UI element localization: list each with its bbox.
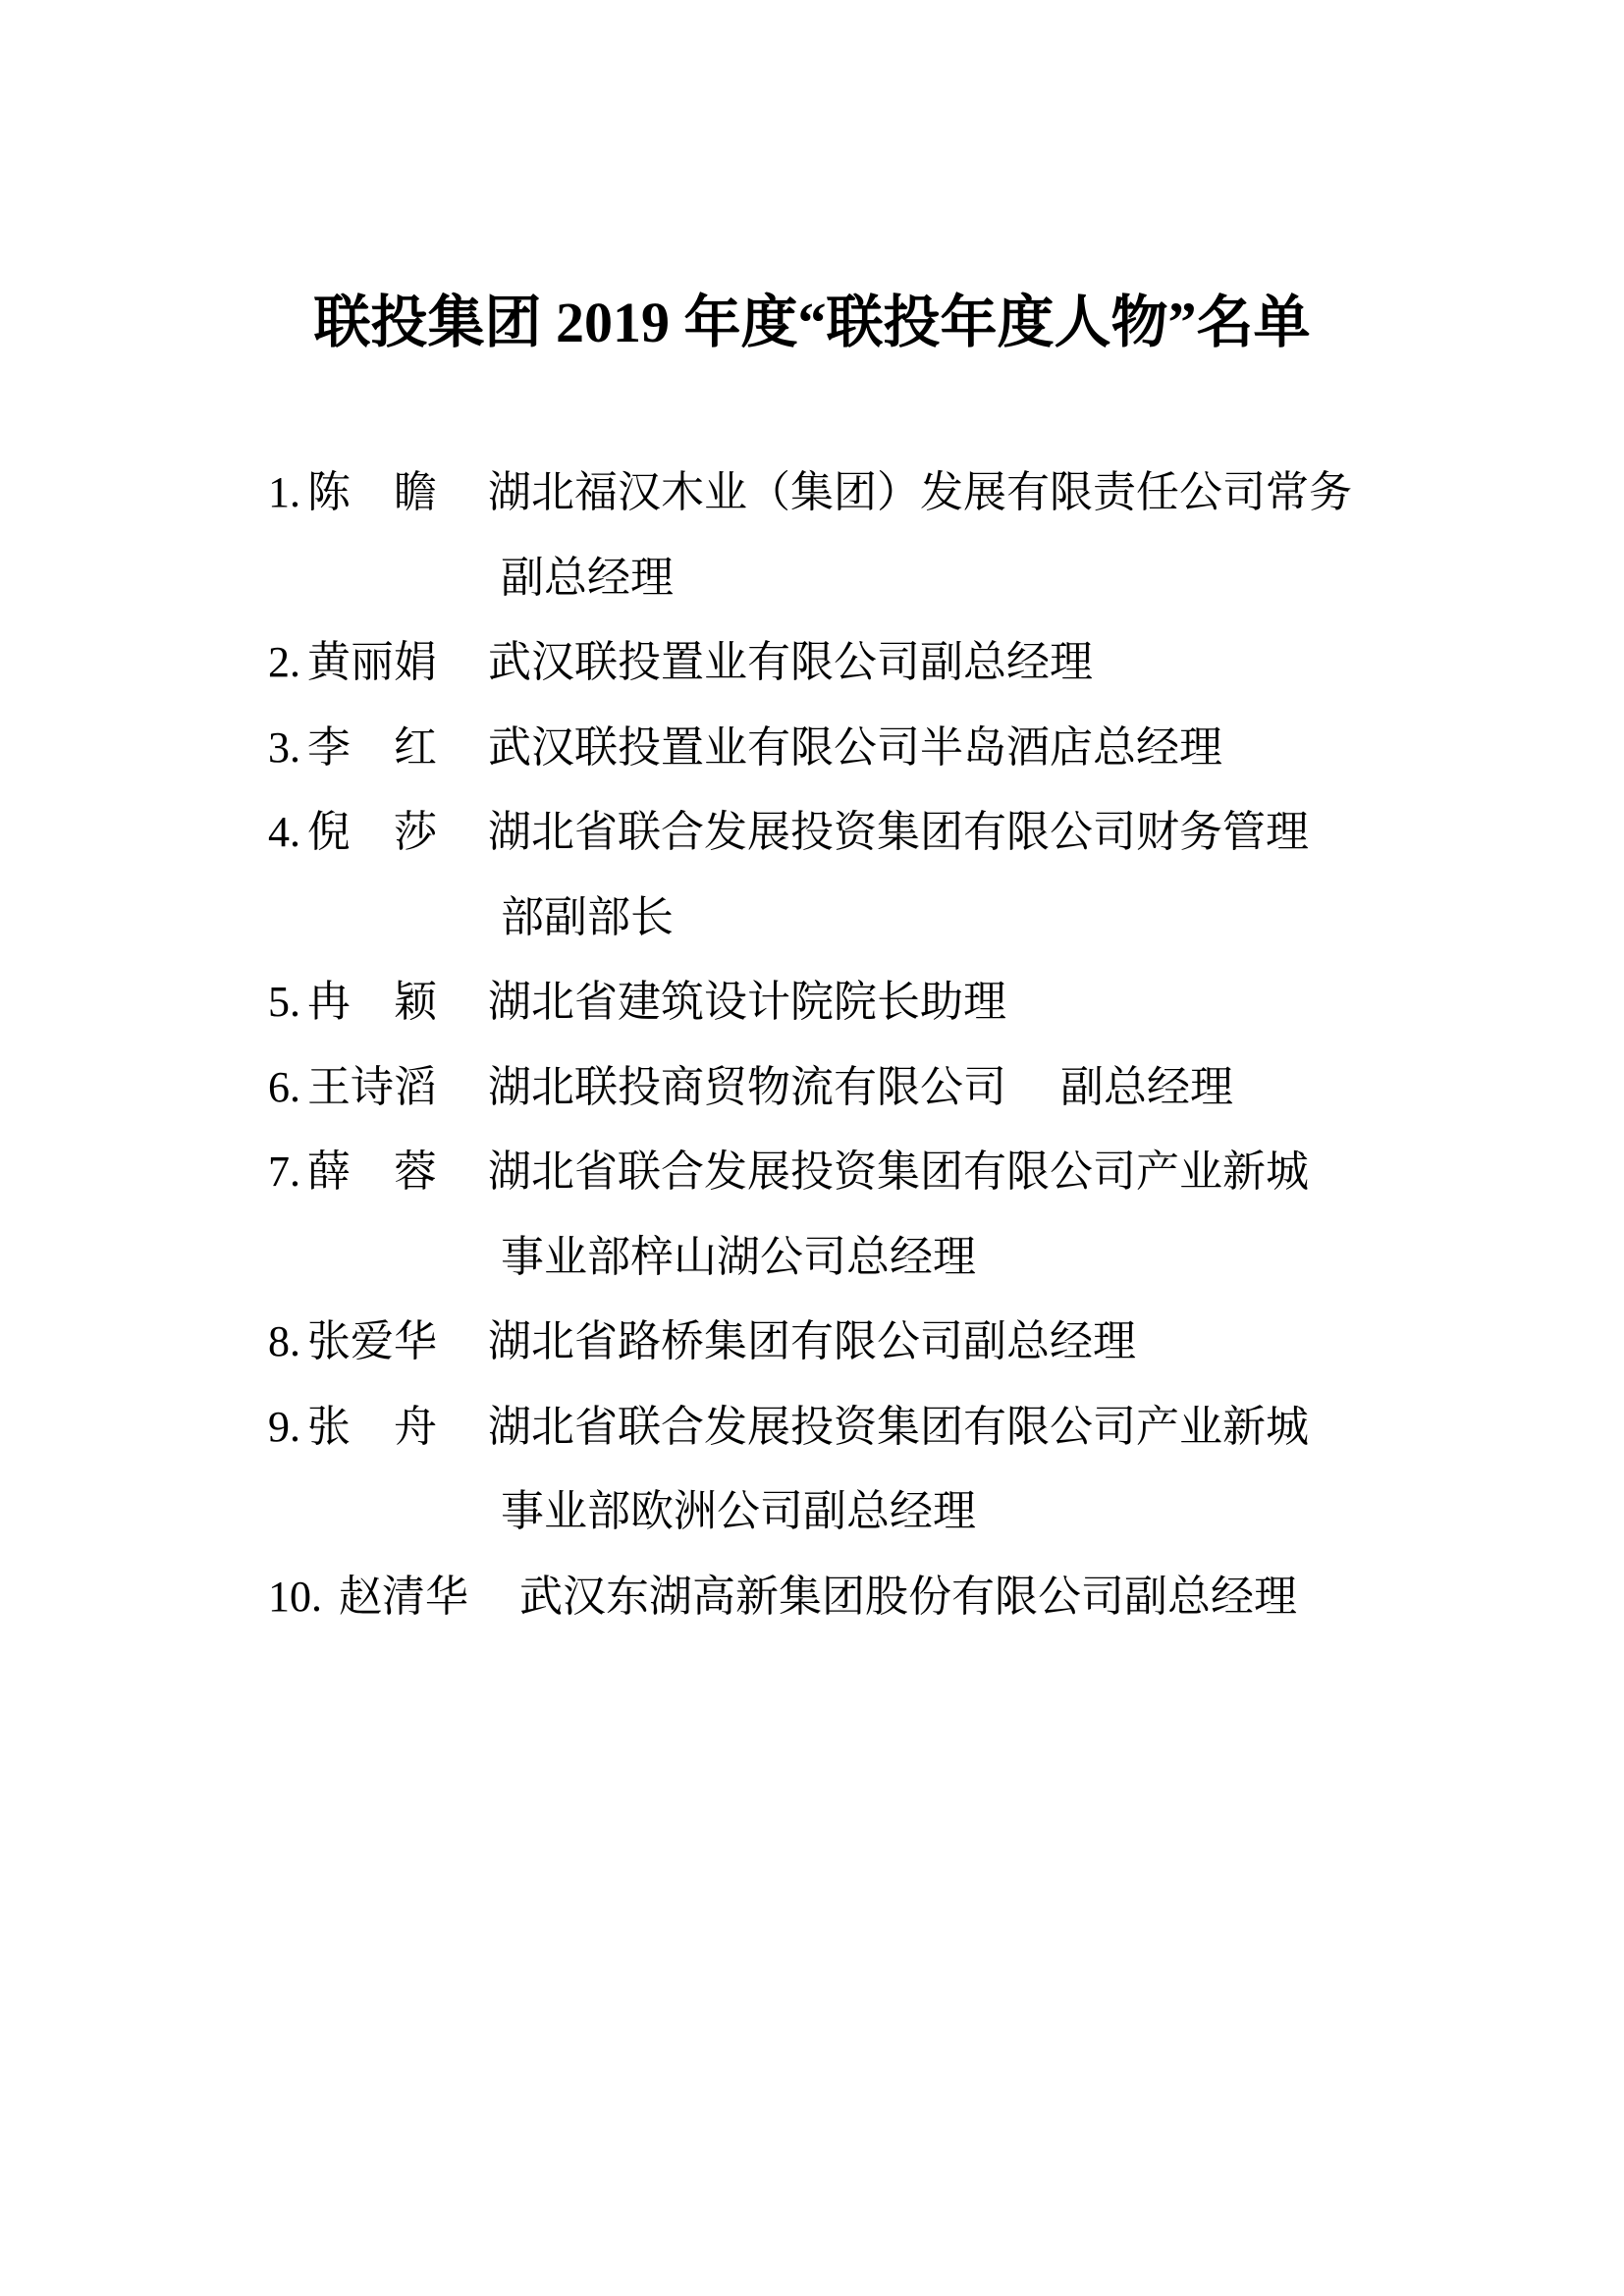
position-line: 湖北省联合发展投资集团有限公司产业新城 <box>488 1402 1309 1451</box>
item-number: 1. <box>268 468 300 516</box>
awardee-name: 王诗滔 <box>307 1062 437 1111</box>
document-title: 联投集团 2019 年度“联投年度人物”名单 <box>313 291 1311 354</box>
item-number: 4. <box>268 808 300 856</box>
list-item <box>268 1385 1446 1555</box>
awardee-name: 黄丽娟 <box>307 638 437 686</box>
item-number: 10. <box>268 1572 322 1621</box>
list-item <box>268 1130 1446 1300</box>
awardee-position <box>488 1045 1233 1131</box>
awardee-name: 张 舟 <box>307 1402 437 1451</box>
position-line: 武汉联投置业有限公司副总经理 <box>488 638 1093 686</box>
awardee-position <box>488 960 1006 1045</box>
item-number: 7. <box>268 1148 300 1196</box>
list-item <box>268 790 1446 960</box>
awardee-position <box>488 451 1352 620</box>
position-line: 湖北省路桥集团有限公司副总经理 <box>488 1317 1136 1365</box>
item-number: 2. <box>268 638 300 686</box>
position-line: 副总经理 <box>501 553 674 602</box>
position-line: 武汉联投置业有限公司半岛酒店总经理 <box>488 722 1222 772</box>
item-number: 3. <box>268 722 300 772</box>
awardee-name: 冉 颖 <box>307 978 437 1026</box>
list-item <box>268 1045 1446 1131</box>
list-item <box>268 706 1446 791</box>
item-number: 6. <box>268 1062 300 1111</box>
awardee-position <box>519 1555 1297 1640</box>
awardee-position <box>488 620 1093 706</box>
awardee-name: 陈 瞻 <box>307 468 437 516</box>
list-item <box>268 960 1446 1045</box>
position-line: 湖北福汉木业（集团）发展有限责任公司常务 <box>488 468 1352 516</box>
awardee-name: 倪 莎 <box>307 808 437 856</box>
list-item <box>268 1300 1446 1385</box>
awardee-name: 张爱华 <box>307 1317 437 1365</box>
item-number: 9. <box>268 1402 300 1451</box>
awardee-position <box>488 790 1309 960</box>
position-line: 湖北省联合发展投资集团有限公司财务管理 <box>488 808 1309 856</box>
awardee-list <box>268 451 1446 1639</box>
awardee-position <box>488 706 1222 791</box>
item-number: 5. <box>268 978 300 1026</box>
position-line: 武汉东湖高新集团股份有限公司副总经理 <box>519 1572 1297 1621</box>
position-line: 部副部长 <box>501 892 674 941</box>
awardee-name: 赵清华 <box>339 1572 468 1621</box>
awardee-position <box>488 1300 1136 1385</box>
position-line: 事业部欧洲公司副总经理 <box>501 1487 976 1535</box>
item-number: 8. <box>268 1317 300 1365</box>
awardee-name: 薛 蓉 <box>307 1148 437 1196</box>
position-line: 湖北联投商贸物流有限公司 副总经理 <box>488 1062 1233 1111</box>
list-item <box>268 1555 1446 1640</box>
list-item <box>268 451 1446 620</box>
position-line: 事业部梓山湖公司总经理 <box>501 1232 976 1281</box>
awardee-name: 李 红 <box>307 722 437 772</box>
awardee-position <box>488 1385 1309 1555</box>
list-item <box>268 620 1446 706</box>
position-line: 湖北省建筑设计院院长助理 <box>488 978 1006 1026</box>
awardee-position <box>488 1130 1309 1300</box>
position-line: 湖北省联合发展投资集团有限公司产业新城 <box>488 1148 1309 1196</box>
